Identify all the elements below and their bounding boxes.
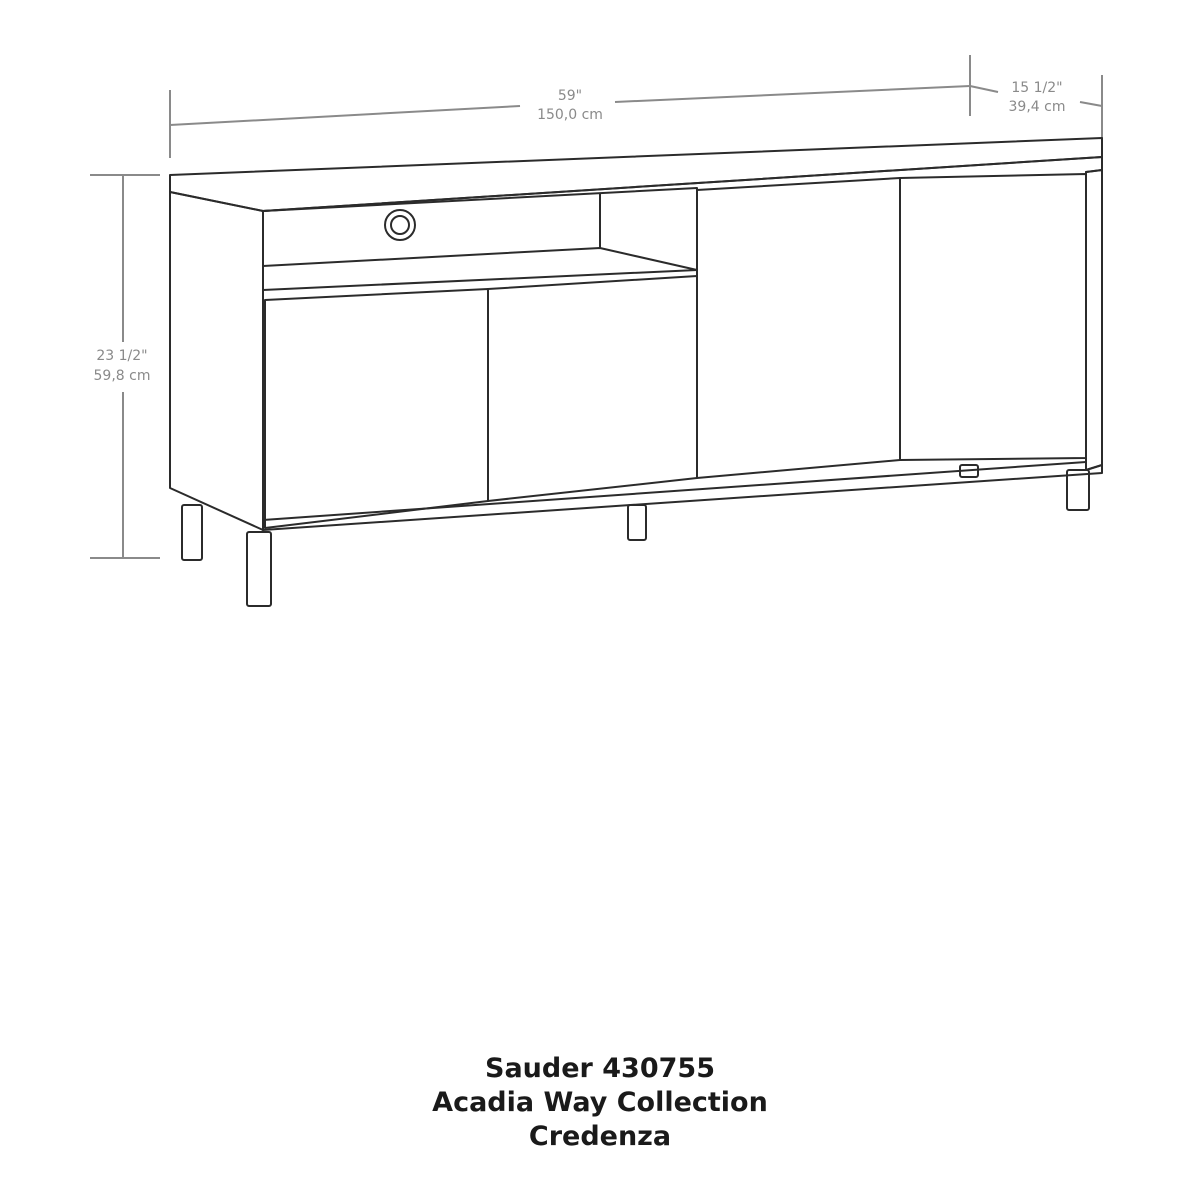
- height-metric-label: 59,8 cm: [93, 368, 151, 384]
- front-frame: [263, 157, 1102, 530]
- door-right-2: [900, 174, 1086, 460]
- door-left-2: [488, 276, 697, 501]
- top-panel: [170, 138, 1102, 211]
- depth-imperial-label: 15 1/2": [1011, 80, 1063, 96]
- height-imperial-label: 23 1/2": [96, 348, 148, 364]
- leg-center: [628, 505, 646, 540]
- open-cubby: [263, 188, 697, 290]
- cord-grommet-icon: [385, 210, 415, 240]
- door-left-1: [265, 289, 488, 528]
- depth-metric-label: 39,4 cm: [1008, 99, 1066, 115]
- height-dimension: [90, 175, 160, 558]
- width-imperial-label: 59": [557, 88, 583, 104]
- cubby-shelf: [263, 248, 697, 270]
- bottom-rail: [263, 462, 1086, 520]
- caption-model: Sauder 430755: [485, 1053, 715, 1084]
- leg-front-left: [247, 532, 271, 606]
- leg-back-left: [182, 505, 202, 560]
- credenza-outline: [170, 138, 1102, 606]
- width-metric-label: 150,0 cm: [537, 107, 603, 123]
- caption-collection: Acadia Way Collection: [432, 1087, 768, 1118]
- left-side-panel: [170, 192, 263, 530]
- door-right-1: [697, 178, 900, 478]
- product-caption: [0, 1052, 1200, 1154]
- caption-product-type: Credenza: [528, 1121, 672, 1152]
- right-side-panel: [1086, 170, 1102, 470]
